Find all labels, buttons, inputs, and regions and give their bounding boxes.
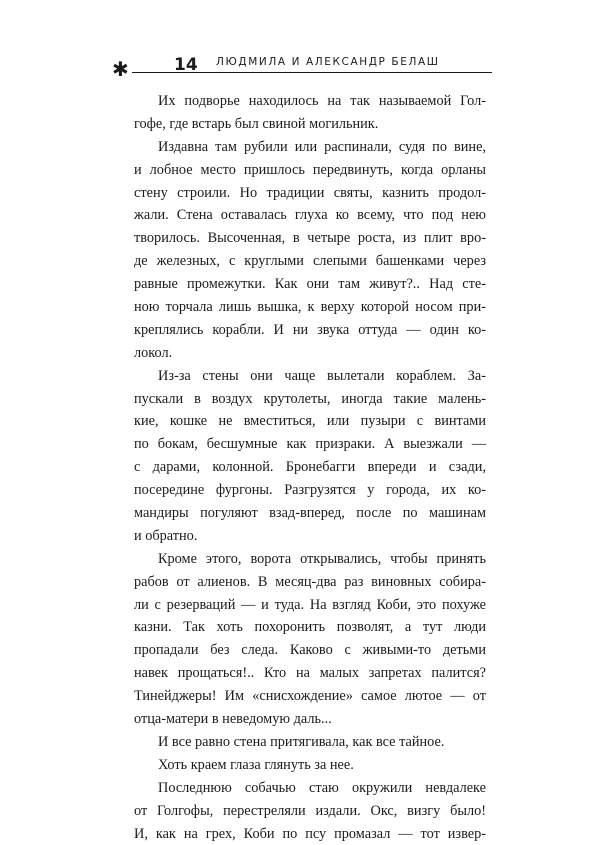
text-line: равные промежутки. Как они там живут?.. Над сте- [134, 273, 486, 296]
text-line: навек прощаться!.. Кто на малых запретах палится? [134, 662, 486, 685]
text-line: отца-матери в неведомую даль... [134, 708, 486, 731]
text-line: стену строили. Но традиции святы, казнить продол- [134, 182, 486, 205]
text-line: творилось. Высоченная, в четыре роста, из плит вро- [134, 227, 486, 250]
asterisk-ornament-icon: ✱ [112, 59, 129, 79]
text-line: ли с резерваций — и туда. На взгляд Коби, это похуже [134, 594, 486, 617]
text-line: И, как на грех, Коби по псу промазал — тот извер- [134, 823, 486, 845]
text-line: кие, кошке не вместиться, или пузыри с винтами [134, 410, 486, 433]
text-line: Последнюю собачью стаю окружили невдалеке [134, 777, 486, 800]
text-line: Тинейджеры! Им «снисхождение» самое лютое — от [134, 685, 486, 708]
text-line: Издавна там рубили или распинали, судя по вине, [134, 136, 486, 159]
page-number: 14 [174, 56, 198, 74]
text-line: ною торчала лишь вышка, к верху которой носом при- [134, 296, 486, 319]
text-line: с дарами, колонной. Бронебагги впереди и сзади, [134, 456, 486, 479]
page-header [112, 56, 492, 84]
text-line: Из-за стены они чаще вылетали кораблем. За- [134, 365, 486, 388]
text-line: пускали в воздух крутолеты, иногда такие малень- [134, 388, 486, 411]
text-line: посередине фургоны. Разгрузятся у города, их ко- [134, 479, 486, 502]
text-line: и лобное место пришлось передвинуть, когда орланы [134, 159, 486, 182]
running-head: ЛЮДМИЛА И АЛЕКСАНДР БЕЛАШ [216, 56, 440, 69]
text-line: де железных, с круглыми слепыми башенками через [134, 250, 486, 273]
text-line: Кроме этого, ворота открывались, чтобы принять [134, 548, 486, 571]
text-line: от Голгофы, перестреляли издали. Окс, визгу было! [134, 800, 486, 823]
text-line: пропадали без следа. Каково с живыми-то детьми [134, 639, 486, 662]
text-line: Хоть краем глаза глянуть за нее. [134, 754, 486, 777]
text-line: И все равно стена притягивала, как все тайное. [134, 731, 486, 754]
text-line: мандиры погуляют взад-вперед, после по машинам [134, 502, 486, 525]
text-line: гофе, где встарь был свиной могильник. [134, 113, 486, 136]
text-line: по бокам, бесшумные как призраки. А выезжали — [134, 433, 486, 456]
text-line: креплялись корабли. И ни звука оттуда — один ко- [134, 319, 486, 342]
body-text [134, 90, 486, 845]
text-line: жали. Стена оставалась глуха ко всему, что под нею [134, 204, 486, 227]
text-line: рабов от алиенов. В месяц-два раз виновных собира- [134, 571, 486, 594]
text-line: и обратно. [134, 525, 486, 548]
text-line: локол. [134, 342, 486, 365]
text-line: Их подворье находилось на так называемой Гол- [134, 90, 486, 113]
text-line: казни. Так хоть похоронить позволят, а тут люди [134, 616, 486, 639]
